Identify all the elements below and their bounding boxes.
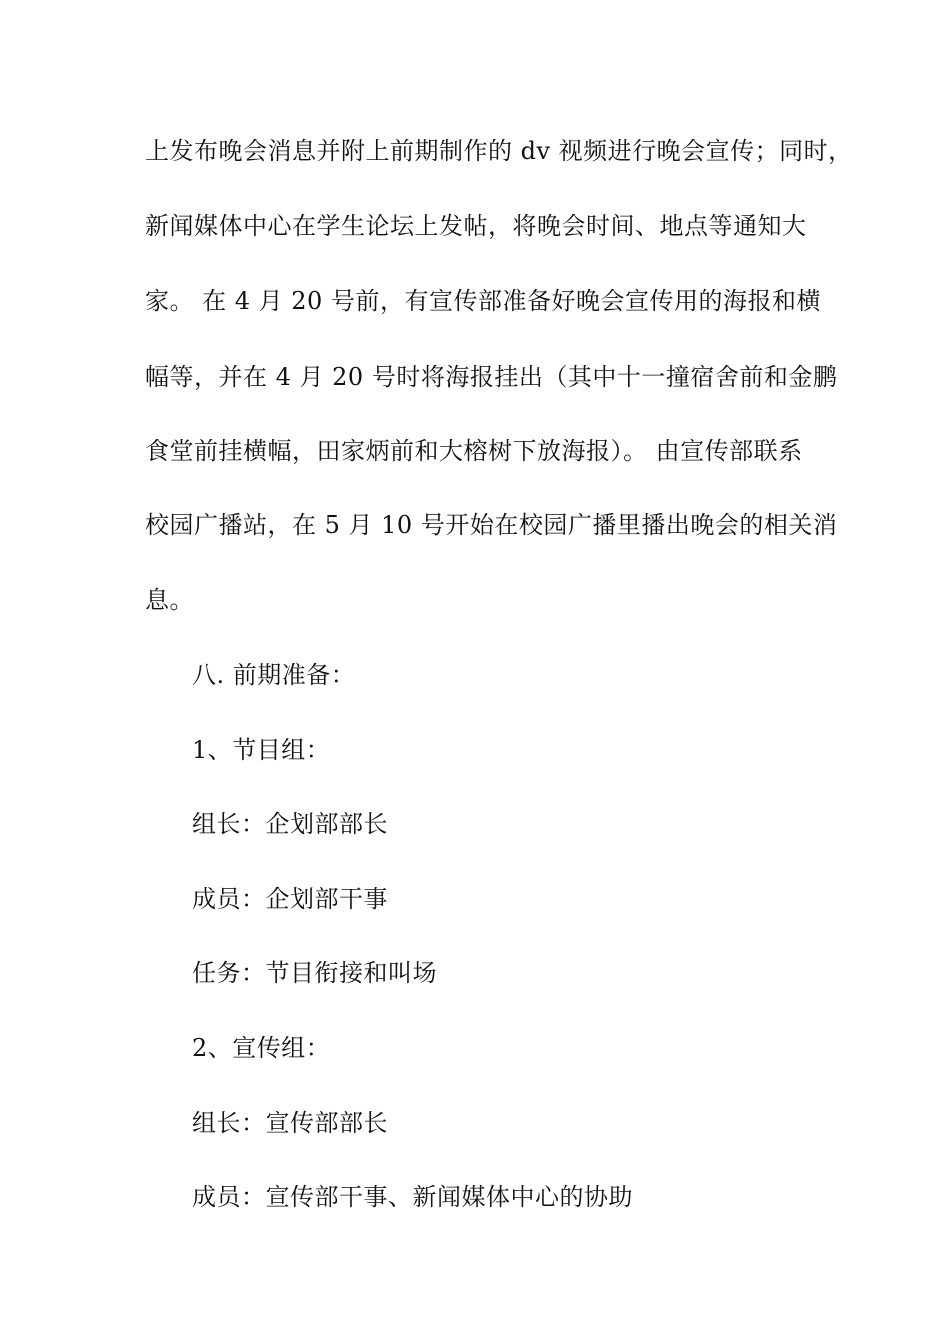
group-leader-programme: 组长：企划部部长 — [192, 810, 388, 838]
paragraph-line-4: 幅等，并在 4 月 20 号时将海报挂出（其中十一撞宿舍前和金鹏 — [145, 363, 838, 391]
group-title-publicity: 2、宣传组： — [192, 1034, 331, 1062]
paragraph-line-5: 食堂前挂横幅，田家炳前和大榕树下放海报）。 由宣传部联系 — [145, 437, 803, 465]
group-members-publicity: 成员：宣传部干事、新闻媒体中心的协助 — [192, 1183, 633, 1211]
group-leader-publicity: 组长：宣传部部长 — [192, 1109, 388, 1137]
group-task-programme: 任务：节目衔接和叫场 — [192, 959, 437, 987]
paragraph-line-2: 新闻媒体中心在学生论坛上发帖，将晚会时间、地点等通知大 — [145, 212, 807, 240]
group-members-programme: 成员：企划部干事 — [192, 885, 388, 913]
paragraph-line-7: 息。 — [145, 586, 194, 614]
group-title-programme: 1、节目组： — [192, 736, 331, 764]
paragraph-line-1: 上发布晚会消息并附上前期制作的 dv 视频进行晚会宣传；同时， — [145, 137, 853, 165]
paragraph-line-3: 家。 在 4 月 20 号前，有宣传部准备好晚会宣传用的海报和横 — [145, 287, 821, 315]
section-heading: 八. 前期准备： — [192, 661, 356, 689]
paragraph-line-6: 校园广播站，在 5 月 10 号开始在校园广播里播出晚会的相关消 — [145, 511, 838, 539]
